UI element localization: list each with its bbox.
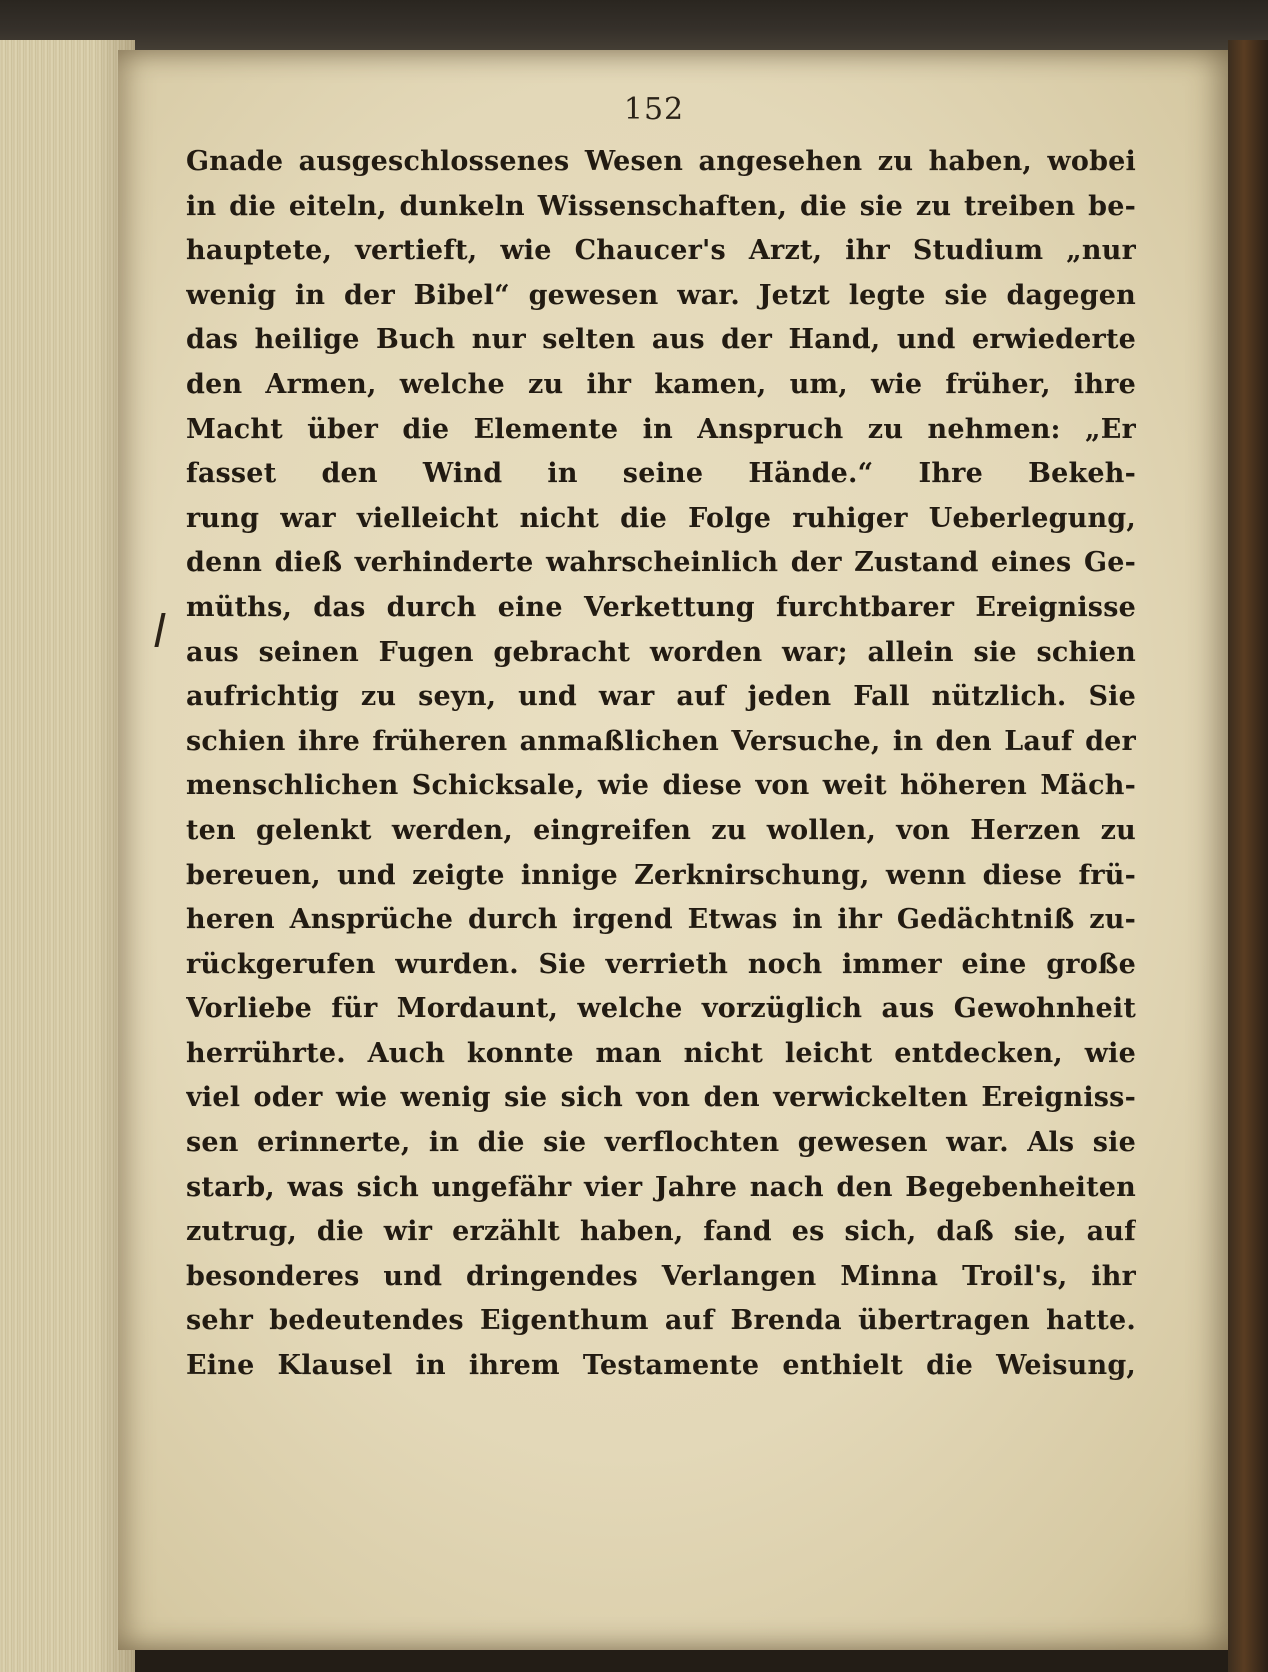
body-text bbox=[186, 140, 1136, 1389]
text-line: hauptete, vertieft, wie Chaucer's Arzt, ihr Studium „nur bbox=[186, 235, 1136, 267]
text-line: sehr bedeutendes Eigenthum auf Brenda übertragen hatte. bbox=[186, 1305, 1136, 1337]
text-line: in die eiteln, dunkeln Wissenschaften, die sie zu treiben be- bbox=[186, 190, 1136, 222]
text-line: sen erinnerte, in die sie verflochten gewesen war. Als sie bbox=[186, 1127, 1136, 1159]
text-line: herrührte. Auch konnte man nicht leicht entdecken, wie bbox=[186, 1037, 1136, 1069]
text-line: starb, was sich ungefähr vier Jahre nach den Begebenheiten bbox=[186, 1171, 1136, 1203]
text-line: das heilige Buch nur selten aus der Hand, und erwiederte bbox=[186, 324, 1136, 356]
text-line: bereuen, und zeigte innige Zerknirschung, wenn diese frü- bbox=[186, 859, 1136, 891]
text-line: menschlichen Schicksale, wie diese von weit höheren Mäch- bbox=[186, 770, 1136, 802]
text-line: ten gelenkt werden, eingreifen zu wollen, von Herzen zu bbox=[186, 814, 1136, 846]
text-line: heren Ansprüche durch irgend Etwas in ihr Gedächtniß zu- bbox=[186, 904, 1136, 936]
text-line: müths, das durch eine Verkettung furchtbarer Ereignisse bbox=[186, 591, 1136, 623]
text-line: denn dieß verhinderte wahrscheinlich der Zustand eines Ge- bbox=[186, 547, 1136, 579]
text-line: Vorliebe für Mordaunt, welche vorzüglich aus Gewohnheit bbox=[186, 993, 1136, 1025]
text-line: zutrug, die wir erzählt haben, fand es sich, daß sie, auf bbox=[186, 1216, 1136, 1248]
text-line: schien ihre früheren anmaßlichen Versuche, in den Lauf der bbox=[186, 725, 1136, 757]
text-line: Gnade ausgeschlossenes Wesen angesehen zu haben, wobei bbox=[186, 146, 1136, 177]
text-line: Macht über die Elemente in Anspruch zu nehmen: „Er bbox=[186, 413, 1136, 445]
text-line: aus seinen Fugen gebracht worden war; allein sie schien bbox=[186, 636, 1136, 668]
book-binding-edge bbox=[1228, 40, 1268, 1672]
text-line: den Armen, welche zu ihr kamen, um, wie früher, ihre bbox=[186, 368, 1136, 400]
text-line: fasset den Wind in seine Hände.“ Ihre Bekeh- bbox=[186, 458, 1136, 490]
text-line: rung war vielleicht nicht die Folge ruhiger Ueberlegung, bbox=[186, 502, 1136, 534]
text-line: Eine Klausel in ihrem Testamente enthielt die Weisung, bbox=[186, 1350, 1136, 1382]
page-edges bbox=[0, 40, 135, 1672]
text-line: viel oder wie wenig sie sich von den verwickelten Ereigniss- bbox=[186, 1082, 1136, 1114]
text-line: aufrichtig zu seyn, und war auf jeden Fall nützlich. Sie bbox=[186, 681, 1136, 713]
page-number: 152 bbox=[623, 92, 685, 127]
text-line: besonderes und dringendes Verlangen Minna Troil's, ihr bbox=[186, 1260, 1136, 1292]
text-line: rückgerufen wurden. Sie verrieth noch immer eine große bbox=[186, 948, 1136, 980]
text-line: wenig in der Bibel“ gewesen war. Jetzt legte sie dagegen bbox=[186, 279, 1136, 311]
